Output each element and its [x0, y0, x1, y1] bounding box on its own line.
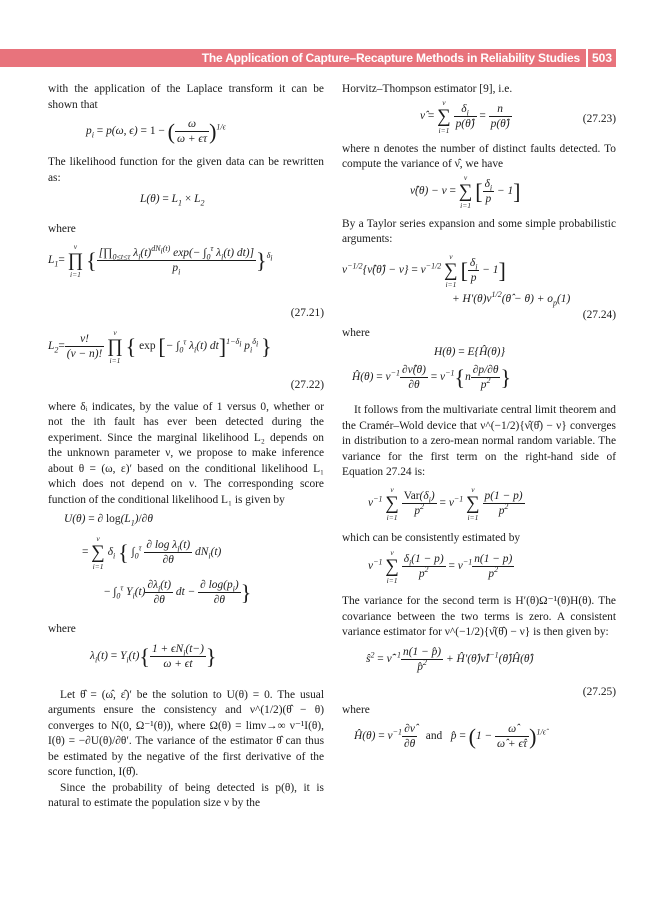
- paragraph: By a Taylor series expansion and some simple probabilistic arguments:: [342, 217, 616, 245]
- equation-s-squared: $ŝ^2$ = ν̂$^{-1}$ $\frac{n(1 - p̂)}{p̂^2}$ + $Ĥ'(\thetâ)\nûI^{-1}(\thetâ)Ĥ(\thetâ)$: [366, 645, 534, 673]
- where-label: where: [48, 223, 76, 235]
- equation-taylor-2: + $H'(\theta)\nu^{1/2}(\thetâ - \theta) + o_p(1)$: [452, 289, 571, 307]
- equation-p: $p_i = p(\omega$, ϵ) = 1 − ( $\frac{\omega}{\omega + \epsilon\tau}$ )$^{1/\epsilon}$: [86, 118, 226, 145]
- paragraph: Since the probability of being detected is p(θ), it is natural to estimate the population size ν by the: [48, 781, 324, 809]
- paragraph: where δᵢ indicates, by the value of 1 versus 0, whether or not the ith fault has ever been detected during the experiment. Since the marginal likelihood L₂ depends on the unknown parameter ν, we propose to make inference about θ = (ω, ε)′ based on the conditional likelihood L₁ which does not depend on ν. The corresponding score function of the conditional likelihood L₁ is given by: [48, 400, 324, 506]
- equation-variance-setup: ν̂(θ) − ν = ν ∑ i=1 [ $\frac{\delta_i}{p}$ − 1]: [410, 172, 521, 210]
- paragraph: The variance for the second term is H′(θ)Ω⁻¹(θ)H(θ). The covariance between the two terms is zero. A consistent variance estimator for ν^(−1/2){ν̂(θ̂) − ν} is then given by:: [342, 595, 616, 638]
- equation-score-expanded: = ν ∑ i=1 $\delta_i$ { $\int_0^\tau$ $\frac{\partial \log \lambda_i(t)}{\partial\theta}$ $dN_i(t)$: [82, 534, 222, 571]
- paragraph: Let θ̂ = (ω̂, ε̂)′ be the solution to U(θ) = 0. The usual arguments ensure the consistency and ν^(1/2)(θ̂ − θ) converges to N(0, Ω⁻¹(θ)), where Ω(θ) = limν→∞ ν⁻¹I(θ), I(θ) = −∂U(θ)/∂θ′. The variance of the estimator θ̂ can thus be estimated by the negative of the first derivative of the score function, I(θ̂).: [48, 688, 324, 778]
- paragraph: It follows from the multivariate central limit theorem and the Cramér–Wold device that ν^(−1/2){ν̂(θ̂) − ν} converges in distribution to a zero-mean normal random variable. The variance for the first term on the right-hand side of Equation 27.24 is:: [342, 404, 616, 478]
- where-label: where: [342, 326, 370, 339]
- equation-final: Ĥ(θ) = $\nu^{-1}$ $\frac{\partial\nû}{\partial\theta}$ and p̂ = (1 − $\frac{\omegâ}{\omegâ + \epsilon̂\tau}$ )$^{1/\epsilon̂}$: [354, 723, 546, 750]
- paragraph: Horvitz–Thompson estimator [9], i.e.: [342, 83, 513, 95]
- paragraph: where n denotes the number of distinct faults detected. To compute the variance of ν̂, we have: [342, 142, 616, 170]
- equation-number: (27.21): [290, 306, 324, 319]
- paragraph: which can be consistently estimated by: [342, 531, 521, 544]
- page-number: 503: [588, 49, 616, 67]
- left-column: [48, 82, 324, 812]
- equation-number: (27.24): [582, 308, 616, 321]
- equation-lambda: $\lambda_i(t) = Y_i(t)${ $\frac{1 + \epsilon N_i(t-)}{\omega + \epsilon t}$ }: [90, 642, 217, 670]
- equation-H-hat: Ĥ(θ) = $\nu^{-1}$ $\frac{\partial\nû(\theta)}{\partial\theta}$ = $\nu^{-1}\{n$ $\frac{\partial p/\partial\theta}{p^2}$ }: [352, 364, 512, 391]
- paragraph: with the application of the Laplace transform it can be shown that: [48, 83, 324, 111]
- equation-number: (27.23): [582, 112, 616, 125]
- equation-score: U(θ) = ∂ $\log(L_1)/\partial\theta$: [64, 513, 153, 528]
- equation-consistent-estimate: $\nu^{-1}$ ν ∑ i=1 $\frac{\delta_i(1 - p)}{p^2}$ = $\nu^{-1}$ $\frac{n(1 - p)}{p^2}$: [368, 548, 513, 585]
- and-word: and: [425, 730, 443, 743]
- paragraph: The likelihood function for the given data can be rewritten as:: [48, 156, 324, 184]
- equation-number: (27.25): [582, 685, 616, 698]
- running-title: The Application of Capture–Recapture Methods in Reliability Studies: [201, 51, 580, 65]
- right-column: [342, 82, 616, 768]
- where-label: where: [342, 703, 370, 716]
- where-label: where: [48, 623, 76, 635]
- equation-number: (27.22): [290, 378, 324, 391]
- equation-L2: $L_2=$ $\frac{\nu!}{(\nu - n)!}$ ν ∏ i=1 { exp [− $\int_0^\tau$ $\lambda_i(t)$ dt]$^{1-\delta_i}$ $p_i^{\delta_i}$ }: [48, 327, 272, 365]
- equation-L1: $L_1=$ ν ∏ i=1 { $\frac{[\prod_{0\le t\le\tau} \lambda_i(t)^{dN_i(t)} \exp(- \int_0^\tau \lambda_i(t) dt)]}{p_i}$ }$^{\delta_i}$: [48, 241, 273, 279]
- equation-first-variance: $\nu^{-1}$ ν ∑ i=1 $\frac{Var(\delta_i)}{p^2}$ = $\nu^{-1}$ ν ∑ i=1 $\frac{p(1 - p)}{p^2}$: [368, 484, 523, 522]
- equation-likelihood: $L(\theta) = L_1 \times L_2$: [140, 193, 205, 208]
- equation-H: H(θ) = E{Ĥ(θ)}: [434, 346, 506, 358]
- equation-taylor: $\nu^{-1/2}\{\nû(\thetâ) - \nu\} = \nu^{-1/2}$ ν ∑ i=1 [ $\frac{\delta_i}{p}$ − 1]: [342, 251, 506, 289]
- equation-horvitz-thompson: ν̂ = ν ∑ i=1 $\frac{\delta_i}{p(\thetâ)}$ = $\frac{n}{p(\thetâ)}$ (27.23): [420, 97, 616, 135]
- equation-score-expanded-2: − $\int_0^\tau$ $Y_i(t)$ $\frac{\partial\lambda_i(t)}{\partial\theta}$ dt − $\frac{\partial \log(p_i)}{\partial\theta}$ }: [104, 579, 252, 606]
